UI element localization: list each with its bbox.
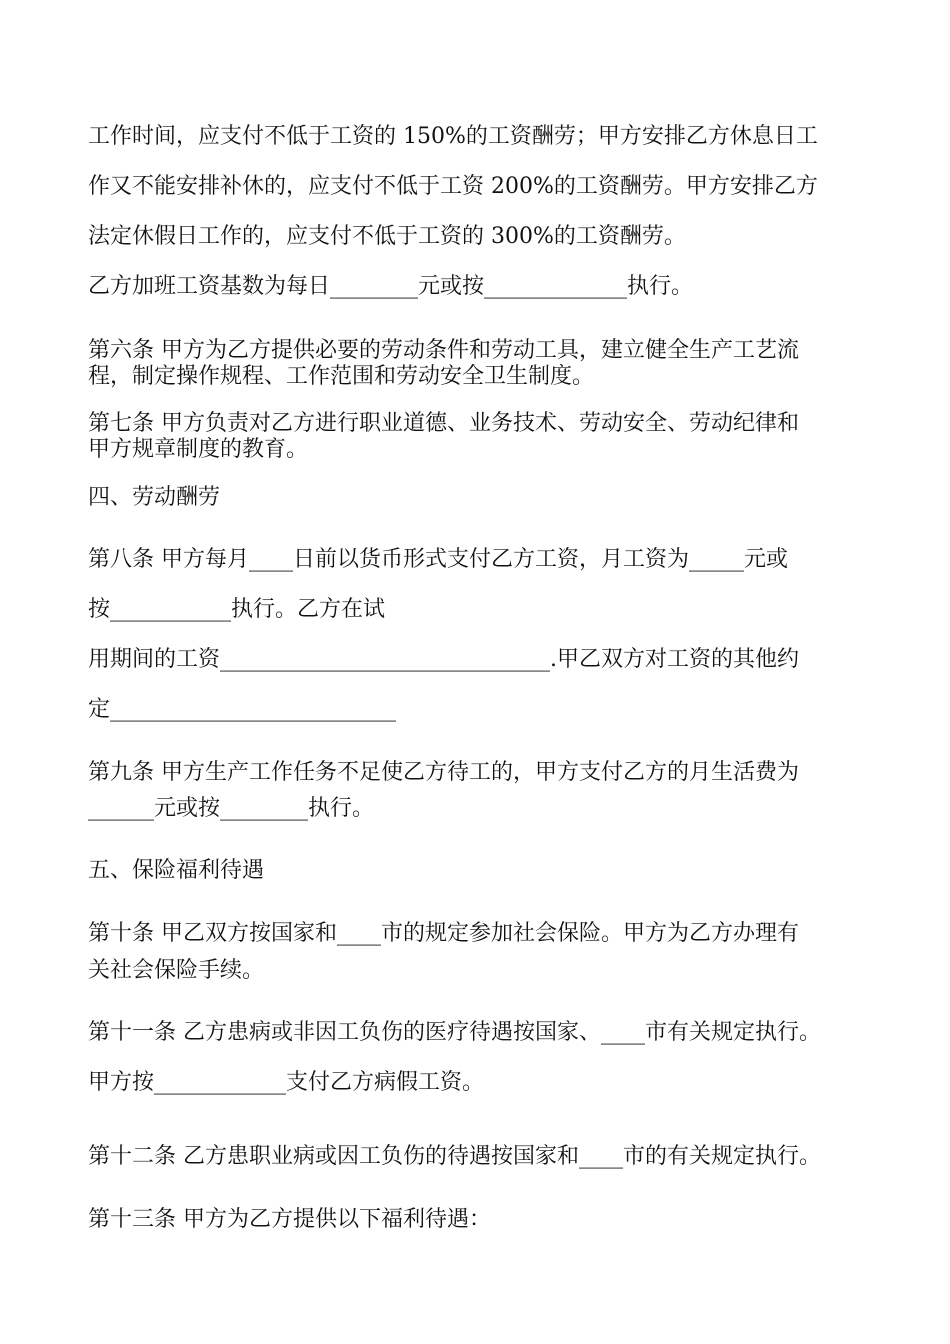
article-8-line-1: 第八条 甲方每月____日前以货币形式支付乙方工资，月工资为_____元或 <box>88 547 788 572</box>
text-line-3: 法定休假日工作的，应支付不低于工资的 300%的工资酬劳。 <box>88 224 686 249</box>
article-10-line-2: 关社会保险手续。 <box>88 958 265 983</box>
text-line-1: 工作时间，应支付不低于工资的 150%的工资酬劳；甲方安排乙方休息日工 <box>88 124 818 149</box>
article-9-line-1: 第九条 甲方生产工作任务不足使乙方待工的，甲方支付乙方的月生活费为 <box>88 760 799 785</box>
article-11-line-1: 第十一条 乙方患病或非因工负伤的医疗待遇按国家、____市有关规定执行。 <box>88 1020 821 1045</box>
article-9-line-2: ______元或按________执行。 <box>88 796 375 821</box>
article-8-line-3: 用期间的工资______________________________.甲乙双方对工资的其他约 <box>88 647 799 672</box>
article-11-line-2: 甲方按____________支付乙方病假工资。 <box>88 1070 485 1095</box>
section-heading-4: 四、劳动酬劳 <box>88 485 221 510</box>
section-heading-5: 五、保险福利待遇 <box>88 858 265 883</box>
article-13-line-1: 第十三条 甲方为乙方提供以下福利待遇： <box>88 1207 491 1232</box>
article-7-line-1: 第七条 甲方负责对乙方进行职业道德、业务技术、劳动安全、劳动纪律和 <box>88 411 799 436</box>
text-line-2: 作又不能安排补休的，应支付不低于工资 200%的工资酬劳。甲方安排乙方 <box>88 174 818 199</box>
article-8-line-2: 按___________执行。乙方在试 <box>88 597 386 622</box>
article-10-line-1: 第十条 甲乙双方按国家和____市的规定参加社会保险。甲方为乙方办理有 <box>88 921 799 946</box>
text-line-4: 乙方加班工资基数为每日________元或按_____________执行。 <box>88 274 694 299</box>
article-6-line-1: 第六条 甲方为乙方提供必要的劳动条件和劳动工具，建立健全生产工艺流 <box>88 338 799 363</box>
article-6-line-2: 程，制定操作规程、工作范围和劳动安全卫生制度。 <box>88 364 595 389</box>
article-7-line-2: 甲方规章制度的教育。 <box>88 437 309 462</box>
article-12-line-1: 第十二条 乙方患职业病或因工负伤的待遇按国家和____市的有关规定执行。 <box>88 1144 821 1169</box>
article-8-line-4: 定__________________________ <box>88 697 397 722</box>
